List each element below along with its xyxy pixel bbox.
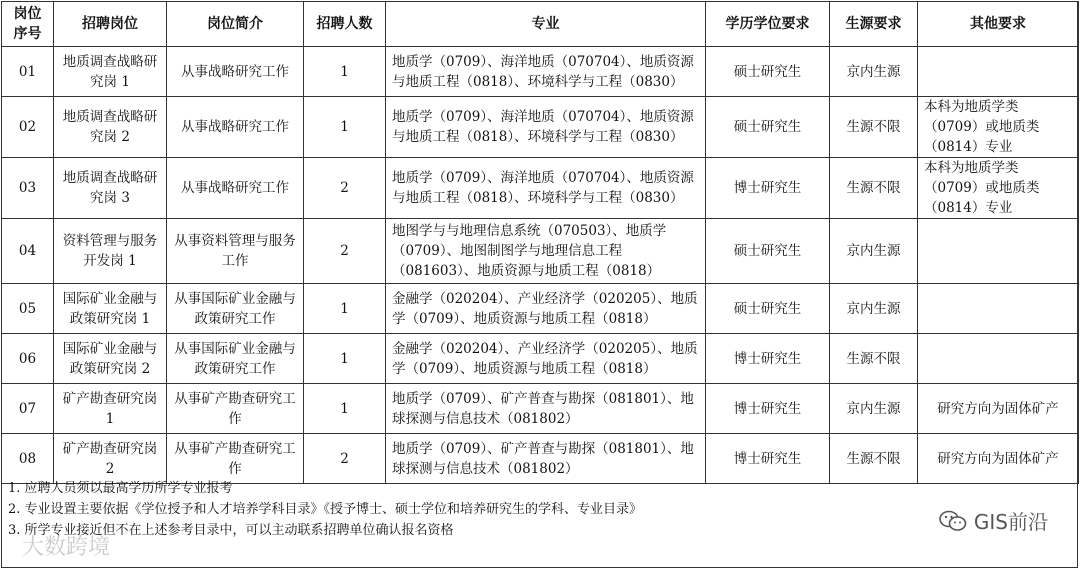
cell-origin: 京内生源 (830, 384, 918, 434)
cell-origin: 生源不限 (830, 158, 918, 219)
cell-major: 地图学与与地理信息系统（070503）、地质学（0709）、地图制图学与地理信息工程（081603）、地质资源与地质工程（0818） (386, 219, 706, 284)
cell-other: 本科为地质学类（0709）或地质类（0814）专业 (918, 97, 1079, 158)
cell-post: 地质调查战略研究岗 2 (54, 97, 167, 158)
cell-post: 资料管理与服务开发岗 1 (54, 219, 167, 284)
cell-post: 地质调查战略研究岗 1 (54, 47, 167, 97)
watermark (938, 506, 1048, 535)
cell-post: 矿产勘查研究岗 1 (54, 384, 167, 434)
cell-origin: 生源不限 (830, 97, 918, 158)
cell-count: 2 (304, 434, 386, 484)
cell-degree: 博士研究生 (706, 434, 830, 484)
cell-origin: 京内生源 (830, 284, 918, 334)
header-intro: 岗位简介 (167, 2, 304, 47)
header-id: 岗位序号 (2, 2, 54, 47)
cell-other (918, 47, 1079, 97)
cell-id: 01 (2, 47, 54, 97)
table-row (2, 334, 1079, 384)
cell-major: 地质学（0709）、海洋地质（070704）、地质资源与地质工程（0818）、环境科学与工程（0830） (386, 158, 706, 219)
cell-other: 本科为地质学类（0709）或地质类（0814）专业 (918, 158, 1079, 219)
cell-other (918, 334, 1079, 384)
cell-count: 1 (304, 334, 386, 384)
table-row (2, 384, 1079, 434)
cell-degree: 硕士研究生 (706, 47, 830, 97)
note-3: 3. 所学专业接近但不在上述参考目录中，可以主动联系招聘单位确认报名资格 (8, 523, 454, 538)
cell-other (918, 284, 1079, 334)
watermark-secondary: 大数跨境 (22, 535, 111, 560)
cell-intro: 从事战略研究工作 (167, 158, 304, 219)
cell-count: 1 (304, 47, 386, 97)
cell-id: 05 (2, 284, 54, 334)
cell-origin: 生源不限 (830, 334, 918, 384)
table-row (2, 47, 1079, 97)
cell-count: 2 (304, 158, 386, 219)
table-row (2, 434, 1079, 484)
cell-degree: 博士研究生 (706, 384, 830, 434)
table-row (2, 284, 1079, 334)
cell-major: 金融学（020204）、产业经济学（020205）、地质学（0709）、地质资源与地质工程（0818） (386, 334, 706, 384)
cell-degree: 博士研究生 (706, 158, 830, 219)
cell-post: 国际矿业金融与政策研究岗 1 (54, 284, 167, 334)
table-row (2, 97, 1079, 158)
cell-post: 地质调查战略研究岗 3 (54, 158, 167, 219)
cell-count: 2 (304, 219, 386, 284)
cell-degree: 博士研究生 (706, 334, 830, 384)
cell-origin: 京内生源 (830, 219, 918, 284)
table-row (2, 158, 1079, 219)
cell-major: 地质学（0709）、矿产普查与勘探（081801）、地球探测与信息技术（081802） (386, 434, 706, 484)
cell-count: 1 (304, 384, 386, 434)
wechat-icon (938, 509, 968, 533)
note-2: 2. 专业设置主要依据《学位授予和人才培养学科目录》《授予博士、硕士学位和培养研究生的学科、专业目录》 (8, 502, 643, 517)
cell-id: 03 (2, 158, 54, 219)
cell-id: 07 (2, 384, 54, 434)
cell-degree: 硕士研究生 (706, 97, 830, 158)
cell-intro: 从事国际矿业金融与政策研究工作 (167, 334, 304, 384)
watermark-text: GIS前沿 (973, 510, 1048, 534)
cell-id: 04 (2, 219, 54, 284)
header-origin: 生源要求 (830, 2, 918, 47)
cell-other: 研究方向为固体矿产 (918, 434, 1079, 484)
cell-major: 地质学（0709）、海洋地质（070704）、地质资源与地质工程（0818）、环境科学与工程（0830） (386, 97, 706, 158)
cell-count: 1 (304, 284, 386, 334)
cell-major: 金融学（020204）、产业经济学（020205）、地质学（0709）、地质资源与地质工程（0818） (386, 284, 706, 334)
cell-degree: 硕士研究生 (706, 284, 830, 334)
cell-other: 研究方向为固体矿产 (918, 384, 1079, 434)
cell-intro: 从事国际矿业金融与政策研究工作 (167, 284, 304, 334)
cell-intro: 从事矿产勘查研究工作 (167, 434, 304, 484)
header-post: 招聘岗位 (54, 2, 167, 47)
cell-origin: 生源不限 (830, 434, 918, 484)
cell-major: 地质学（0709）、矿产普查与勘探（081801）、地球探测与信息技术（081802） (386, 384, 706, 434)
cell-id: 06 (2, 334, 54, 384)
header-row (2, 2, 1079, 47)
cell-origin: 京内生源 (830, 47, 918, 97)
cell-post: 矿产勘查研究岗 2 (54, 434, 167, 484)
cell-intro: 从事战略研究工作 (167, 47, 304, 97)
cell-degree: 硕士研究生 (706, 219, 830, 284)
table-row (2, 219, 1079, 284)
recruitment-table (1, 1, 1079, 484)
header-degree: 学历学位要求 (706, 2, 830, 47)
cell-id: 02 (2, 97, 54, 158)
cell-count: 1 (304, 97, 386, 158)
header-other: 其他要求 (918, 2, 1079, 47)
header-major: 专业 (386, 2, 706, 47)
note-1: 1. 应聘人员须以最高学历所学专业报考 (8, 481, 233, 496)
cell-id: 08 (2, 434, 54, 484)
cell-other (918, 219, 1079, 284)
header-count: 招聘人数 (304, 2, 386, 47)
cell-major: 地质学（0709）、海洋地质（070704）、地质资源与地质工程（0818）、环境科学与工程（0830） (386, 47, 706, 97)
cell-intro: 从事战略研究工作 (167, 97, 304, 158)
cell-post: 国际矿业金融与政策研究岗 2 (54, 334, 167, 384)
cell-intro: 从事资料管理与服务工作 (167, 219, 304, 284)
cell-intro: 从事矿产勘查研究工作 (167, 384, 304, 434)
